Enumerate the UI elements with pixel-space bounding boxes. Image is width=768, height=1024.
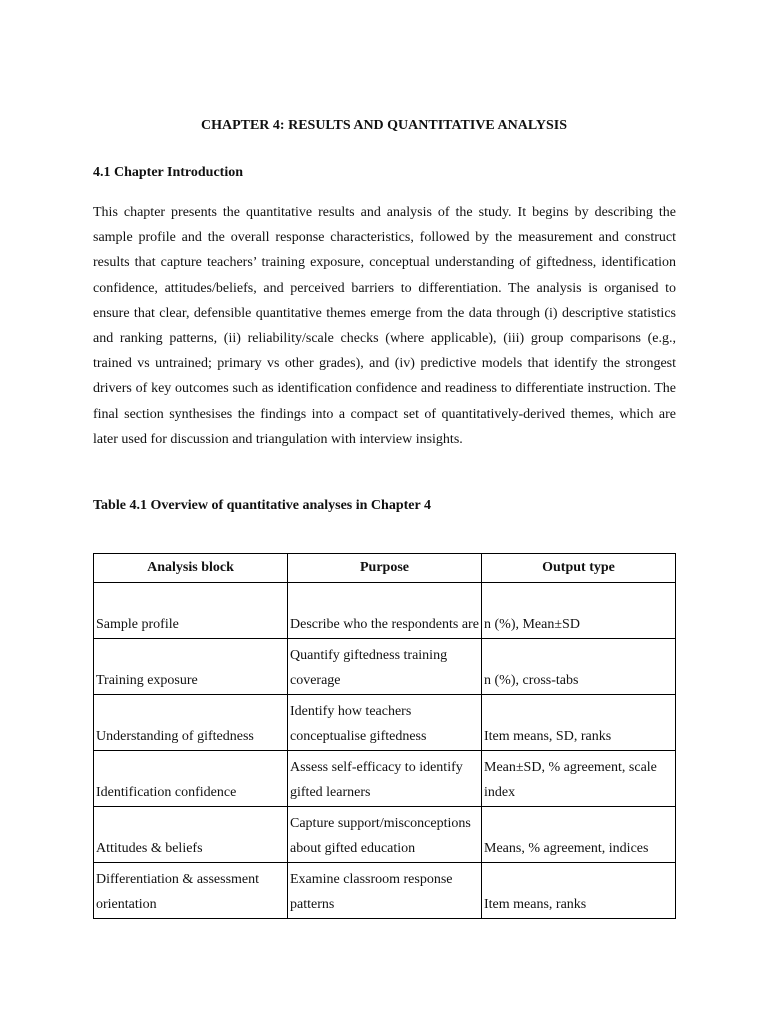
- cell-purpose: Identify how teachers conceptualise giftedness: [288, 695, 482, 751]
- cell-output-type: Mean±SD, % agreement, scale index: [482, 751, 676, 807]
- header-output-type: Output type: [482, 554, 676, 583]
- cell-purpose: Assess self-efficacy to identify gifted learners: [288, 751, 482, 807]
- table-row: [94, 863, 676, 919]
- intro-paragraph: This chapter presents the quantitative results and analysis of the study. It begins by describing the sample profile and the overall response characteristics, followed by the measurement and construct results that capture teachers’ training exposure, conceptual understanding of giftedness, identification confidence, attitudes/beliefs, and perceived barriers to differentiation. The analysis is organised to ensure that clear, defensible quantitative themes emerge from the data through (i) descriptive statistics and ranking patterns, (ii) reliability/scale checks (where applicable), (iii) group comparisons (e.g., trained vs untrained; primary vs other grades), and (iv) predictive models that identify the strongest drivers of key outcomes such as identification confidence and readiness to differentiate instruction. The final section synthesises the findings into a compact set of quantitatively-derived themes, which are later used for discussion and triangulation with interview insights.: [93, 205, 676, 447]
- table-row: [94, 583, 676, 639]
- table-row: [94, 751, 676, 807]
- section-heading: 4.1 Chapter Introduction: [93, 165, 244, 180]
- cell-analysis-block: Identification confidence: [94, 751, 288, 807]
- cell-purpose: Describe who the respondents are: [288, 583, 482, 639]
- table-row: [94, 807, 676, 863]
- cell-analysis-block: Training exposure: [94, 639, 288, 695]
- cell-purpose: Examine classroom response patterns: [288, 863, 482, 919]
- cell-analysis-block: Differentiation & assessment orientation: [94, 863, 288, 919]
- table-row: [94, 639, 676, 695]
- table-caption: Table 4.1 Overview of quantitative analyses in Chapter 4: [93, 498, 431, 513]
- header-analysis-block: Analysis block: [94, 554, 288, 583]
- cell-output-type: Means, % agreement, indices: [482, 807, 676, 863]
- cell-analysis-block: Attitudes & beliefs: [94, 807, 288, 863]
- cell-purpose: Capture support/misconceptions about gifted education: [288, 807, 482, 863]
- cell-output-type: n (%), Mean±SD: [482, 583, 676, 639]
- header-purpose: Purpose: [288, 554, 482, 583]
- cell-output-type: n (%), cross-tabs: [482, 639, 676, 695]
- cell-output-type: Item means, SD, ranks: [482, 695, 676, 751]
- table-row: [94, 695, 676, 751]
- analysis-overview-table: [93, 553, 676, 919]
- cell-purpose: Quantify giftedness training coverage: [288, 639, 482, 695]
- cell-analysis-block: Understanding of giftedness: [94, 695, 288, 751]
- cell-output-type: Item means, ranks: [482, 863, 676, 919]
- chapter-title: CHAPTER 4: RESULTS AND QUANTITATIVE ANALYSIS: [200, 118, 568, 133]
- cell-analysis-block: Sample profile: [94, 583, 288, 639]
- table-header-row: [94, 554, 676, 583]
